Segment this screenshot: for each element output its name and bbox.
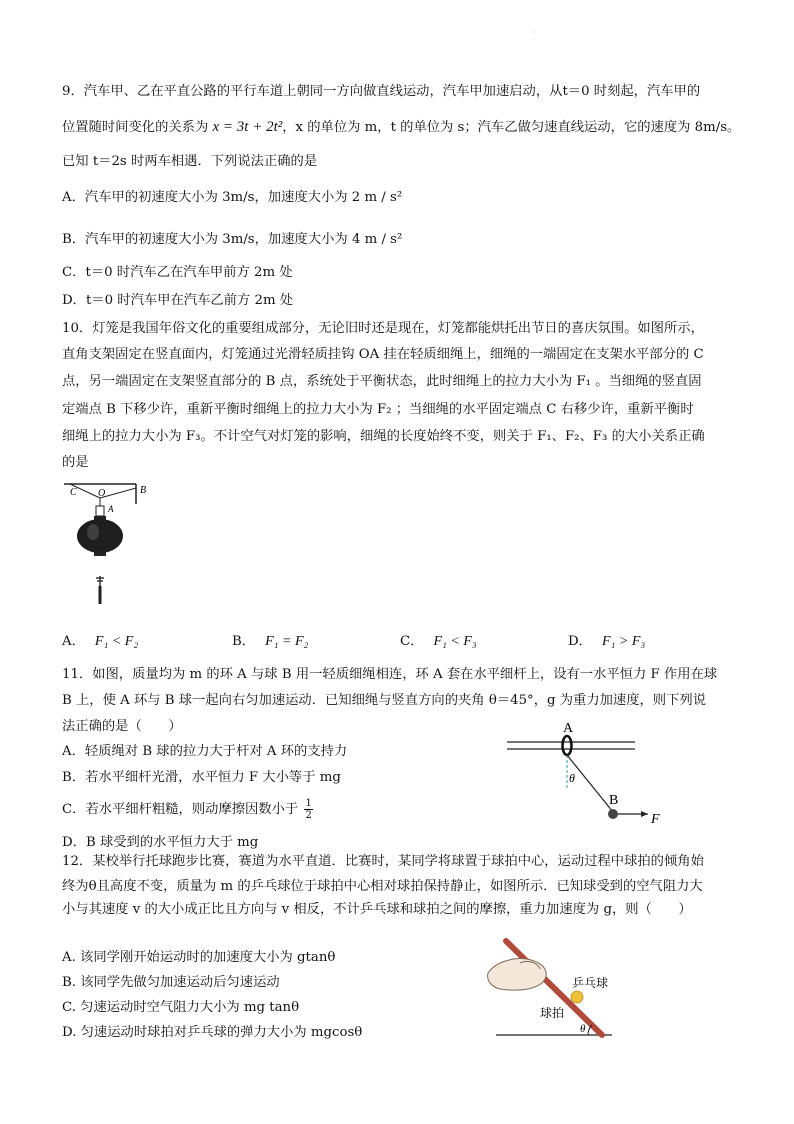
q9-option-a: A．汽车甲的初速度大小为 3m/s，加速度大小为 2 m / s² bbox=[62, 190, 403, 205]
q9-line-2: 位置随时间变化的关系为 x = 3t + 2t²，x 的单位为 m，t 的单位为 s；汽车乙做匀速直线运动，它的速度为 8m/s。 bbox=[62, 119, 741, 135]
ring-ball-figure bbox=[505, 720, 665, 830]
fraction-one-half: $\frac{1}{2}$ bbox=[305, 798, 312, 821]
lantern-bottom bbox=[94, 551, 106, 556]
q11-option-d: D．B 球受到的水平恒力大于 mg bbox=[62, 835, 259, 850]
label-ball: 乒乓球 bbox=[572, 976, 609, 990]
label-b: B bbox=[140, 485, 147, 496]
q12-option-b: B. 该同学先做匀加速运动后匀速运动 bbox=[62, 975, 280, 990]
lantern-knot bbox=[96, 576, 104, 586]
q12-option-a: A. 该同学刚开始运动时的加速度大小为 gtanθ bbox=[62, 950, 336, 965]
q9-formula: x = 3t + 2t² bbox=[212, 119, 283, 135]
label-a: A bbox=[108, 504, 114, 514]
header-mark: · bbox=[533, 28, 536, 37]
q10-line-6: 的是 bbox=[62, 455, 89, 470]
label-theta: θ bbox=[569, 771, 575, 785]
lantern-body bbox=[77, 519, 123, 553]
q9-line-1: 9．汽车甲、乙在平直公路的平行车道上朝同一方向做直线运动，汽车甲加速启动，从t＝0 时刻起，汽车甲的 bbox=[62, 84, 701, 99]
q10-line-1: 10．灯笼是我国年俗文化的重要组成部分，无论旧时还是现在，灯笼都能烘托出节日的喜庆氛围。如图所示， bbox=[62, 321, 704, 336]
q10-line-2: 直角支架固定在竖直面内，灯笼通过光滑轻质挂钩 OA 挂在轻质细绳上，细绳的一端固定在支架水平部分的 C bbox=[62, 347, 704, 362]
rope-right bbox=[100, 488, 136, 498]
q11-option-b: B．若水平细杆光滑，水平恒力 F 大小等于 mg bbox=[62, 770, 341, 785]
ring-a bbox=[563, 736, 572, 755]
q11-option-c: C．若水平细杆粗糙，则动摩擦因数小于 $\frac{1}{2}$ bbox=[62, 798, 312, 821]
label-force-f: F bbox=[651, 812, 660, 827]
q12-option-c: C. 匀速运动时空气阻力大小为 mg tanθ bbox=[62, 1000, 300, 1015]
q12-line-2: 终为θ且高度不变，质量为 m 的乒乓球位于球拍中心相对球拍保持静止，如图所示．已知球受到的空气阻力大 bbox=[62, 879, 703, 894]
hand bbox=[488, 959, 547, 990]
q11-line-2: B 上，使 A 环与 B 球一起向右匀加速运动．已知细绳与竖直方向的夹角 θ＝45°，g 为重力加速度，则下列说 bbox=[62, 693, 706, 708]
label-c: C bbox=[70, 487, 77, 498]
q9-option-d: D．t＝0 时汽车甲在汽车乙前方 2m 处 bbox=[62, 293, 294, 308]
hook-oa bbox=[96, 498, 104, 516]
label-ring-a: A bbox=[563, 721, 574, 736]
force-arrowhead bbox=[641, 811, 648, 817]
ping-pong-ball bbox=[571, 991, 583, 1003]
lantern-figure bbox=[62, 478, 152, 618]
q9-line-3: 已知 t＝2s 时两车相遇．下列说法正确的是 bbox=[62, 154, 318, 169]
q10-line-5: 细绳上的拉力大小为 F₃。不计空气对灯笼的影响，细绳的长度始终不变，则关于 F₁、F₂、F₃ 的大小关系正确 bbox=[62, 429, 705, 444]
q10-option-a: A． F₁ < F₂ bbox=[62, 634, 139, 649]
q12-line-1: 12．某校举行托球跑步比赛，赛道为水平直道．比赛时，某同学将球置于球拍中心，运动过程中球拍的倾角始 bbox=[62, 854, 704, 869]
q12-option-d: D. 匀速运动时球拍对乒乓球的弹力大小为 mgcosθ bbox=[62, 1025, 363, 1040]
label-paddle: 球拍 bbox=[540, 1006, 565, 1020]
q10-line-4: 定端点 B 下移少许，重新平衡时细绳上的拉力大小为 F₂ ；当细绳的水平固定端点 C 右移少许，重新平衡时 bbox=[62, 402, 694, 417]
q10-option-d: D． F₁ > F₃ bbox=[568, 634, 646, 649]
q10-option-b: B． F₁ = F₂ bbox=[232, 634, 309, 649]
q11-option-a: A．轻质绳对 B 球的拉力大于杆对 A 环的支持力 bbox=[62, 744, 348, 759]
label-ball-b: B bbox=[609, 793, 619, 808]
lantern-tassel bbox=[99, 586, 102, 604]
ball-b bbox=[608, 809, 618, 819]
paddle-figure bbox=[484, 935, 624, 1045]
label-theta-12: θ bbox=[580, 1023, 586, 1035]
lantern-pattern bbox=[87, 524, 99, 540]
q11-line-3: 法正确的是（ ） bbox=[62, 719, 182, 734]
q10-option-c: C． F₁ < F₃ bbox=[400, 634, 477, 649]
label-o: O bbox=[98, 488, 106, 499]
q9-option-b: B．汽车甲的初速度大小为 3m/s，加速度大小为 4 m / s² bbox=[62, 232, 403, 247]
q9-option-c: C．t＝0 时汽车乙在汽车甲前方 2m 处 bbox=[62, 265, 293, 280]
q11-line-1: 11．如图，质量均为 m 的环 A 与球 B 用一轻质细绳相连，环 A 套在水平细杆上，设有一水平恒力 F 作用在球 bbox=[62, 667, 718, 682]
q10-line-3: 点，另一端固定在支架竖直部分的 B 点，系统处于平衡状态，此时细绳上的拉力大小为 F₁ 。当细绳的竖直固 bbox=[62, 374, 702, 389]
q12-line-3: 小与其速度 v 的大小成正比且方向与 v 相反，不计乒乓球和球拍之间的摩擦，重力加速度为 g，则（ ） bbox=[62, 902, 692, 917]
